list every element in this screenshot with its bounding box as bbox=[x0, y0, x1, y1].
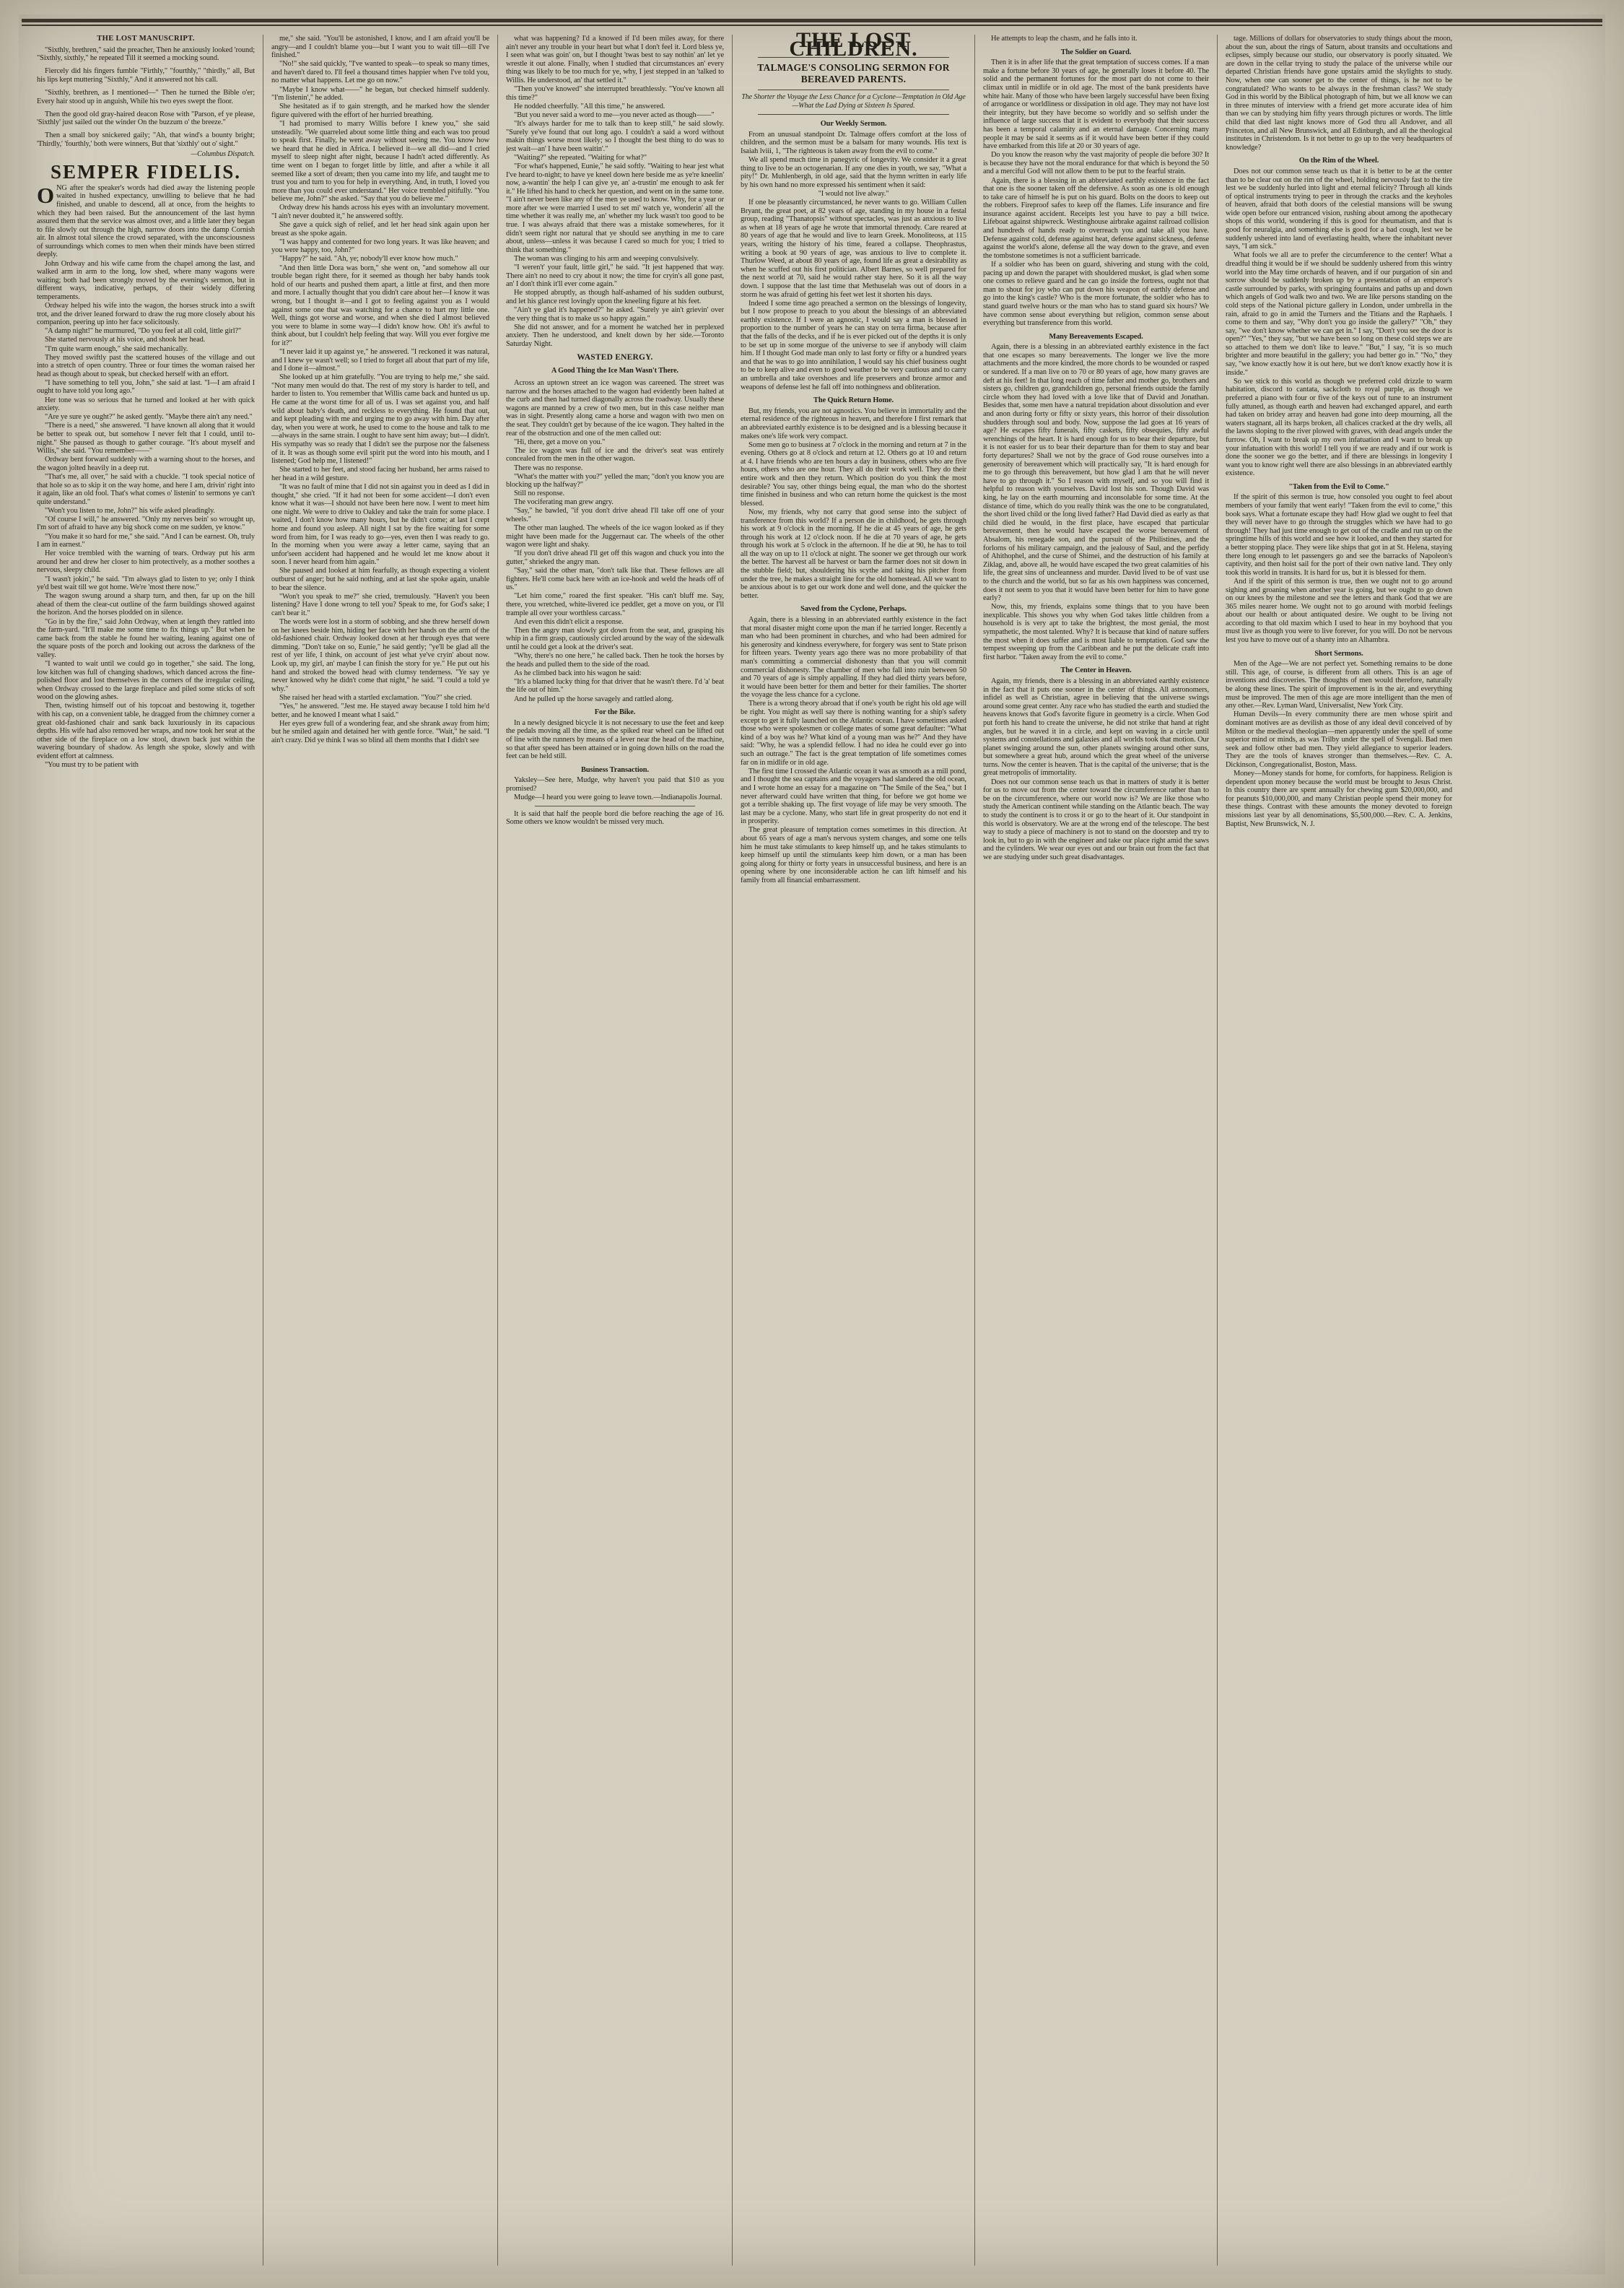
main-headline-lost-children: THE LOST CHILDREN. bbox=[789, 28, 918, 61]
story-title-semper-fidelis: SEMPER FIDELIS. bbox=[50, 161, 242, 183]
col3-para-1: what was happening? I'd a knowed if I'd been miles away, for there ain't never any trouble in your heart but what I don't feel it. Lord bless ye, I seen what was goin' on, but I thought 'twas best to say nothin' an' let ye wrestle it out alone. Finally, when I studied that circumstances an' every thing was likely to be too much for ye, why, I jest stepped in an 'talked to Willis. He understood, an' that settled it." bbox=[506, 35, 724, 84]
col3-para-4: "But you never said a word to me—you never acted as though——" bbox=[514, 110, 715, 119]
story-para-12: Ordway bent forward suddenly with a warning shout to the horses, and the wagon jolted heavily in a deep rut. bbox=[37, 456, 255, 472]
col6-para-1: tage. Millions of dollars for observatories to study things about the moon, about the sun, about the rings of Saturn, about transits and occultations and eclipses, simply because our studio, our observatory is poorly situated. We are down in the cellar trying to study the palace of the universe while our departed Christian friends have gone upstairs amid the skylights to study. Now, when one can sooner get to the center of things, is he not to be congratulated? Who wants to be always in the freshman class? We study God in this world by the Biblical photograph of him, but we all know we can in three minutes of interview with a friend get more accurate idea of him than we can by studying him fifty years through pictures or words. The little child that died last night knows more of God thru all Andover, and all Princeton, and all New Brunswick, and all Edinburgh, and all the theological institutes in Christendom. Is it not better to go up to the very headquarters of knowledge? bbox=[1226, 35, 1452, 152]
biz-para-1: Yaksley—See here, Mudge, why haven't you paid that $10 as you promised? bbox=[506, 776, 724, 793]
rim-of-wheel-headline: On the Rim of the Wheel. bbox=[1298, 157, 1379, 165]
column-6 bbox=[1218, 35, 1460, 2266]
waste-para-2: "Hi, there, get a move on you." bbox=[514, 438, 606, 446]
story-para-17: Her voice trembled with the warning of tears. Ordway put his arm around her and drew her closer to him protectively, as a mother soothes a nervous, sleepy child. bbox=[37, 549, 255, 575]
col2-para-12: She looked up at him gratefully. "You are trying to help me," she said. "Not many men would do that. The rest of my story is harder to tell, and harder to listen to. You remember that Willis came back and hunted us up. He came at the worst time for all of us. I was set against you, and half wild about baby's death, and reckless to everything. He found that out, and kept pleading with me and urging me to go away with him. Day after day, when you were at work, he used to come to the house and talk to me—always in the same strain. I ought to have sent him away; but—I didn't. His sympathy was so ready that I didn't see the purpose nor the falseness of it. It was as though some evil spirit put the word into his mouth, and I listened; God help me, I listened!" bbox=[271, 373, 489, 466]
story-para-22: Then, twisting himself out of his topcoat and bestowing it, together with his cap, on a convenient table, he dragged from the chimney corner a great old-fashioned chair and sank back luxuriously in its capacious depths. His wife had also removed her wraps, and now took her seat at the other side of the fireplace on a low stool, drawn back just within the wavering boundary of shadow. As length she spoke, slowly and with evident effort at calmness. bbox=[37, 702, 255, 760]
col5-s1-para-1: Then it is in after life that the great temptation of success comes. If a man make a fortune before 30 years of age, he generally loses it before 40. The solid and the permanent fortunes for the most part do not come to their climax until in midlife or in old age. The most of the bank presidents have white hair. Many of those who have been largely successful have been fixing of arrogance or worldliness or dissipation in old age. They may not have lost their integrity, but they have become so worldly and so selfish under the influence of large success that it is evident to everybody that their success has been a temporal calamity and an eternal damage. Concerning many people it may be said it seems as if it would have been better if they could have embarked from this life at 20 or 30 years of age. bbox=[983, 58, 1209, 151]
col2-para-8: "I was happy and contented for two long years. It was like heaven; and you were happy, too, John?" bbox=[271, 238, 489, 255]
sermon-subhead: TALMAGE'S CONSOLING SERMON FOR BEREAVED PARENTS. bbox=[757, 62, 950, 85]
biz-para-2: Mudge—I heard you were going to leave town.—Indianapolis Journal. bbox=[514, 793, 722, 801]
waste-para-7: The vociferating man grew angry. bbox=[514, 498, 614, 507]
center-in-heaven-headline: The Center in Heaven. bbox=[1060, 666, 1132, 675]
col2-para-19: "Yes," he answered. "Jest me. He stayed away because I told him he'd better, and he knowed I meant what I said." bbox=[271, 702, 489, 719]
col2-para-17: The words were lost in a storm of sobbing, and she threw herself down on her knees beside him, hiding her face with her hands on the arm of the old-fashioned chair. Ordway looked down at her through eyes that were dimming. "Don't take on so, Eunie," he said gently; "ye'll be glad all the rest of yer life, I think, on account of jest what ye've cryin' about now. Look up, my girl, an' maybe I can finish the story for ye." He put out his hand and stroked the bowed head with clumsy tenderness. "Ye say ye never knowed why he didn't come that night," he said. "I could a told ye why." bbox=[271, 617, 489, 693]
column-container bbox=[29, 28, 1597, 2266]
col4-para-5: Indeed I some time ago preached a sermon on the blessings of longevity, but I now propose to preach to you about the blessings of an abbreviated earthly existence. If I were an agnostic, I would say a man is blessed in proportion to the number of years he can stay on terra firma, because after that the falls of the decks, and if he is ever picked out of the depths it is only to be set up in some morgue of the universe to see if anybody will claim him. If I thought God made man only to last forty or fifty or a hundred years and that he was to go into annihilation, I would say his chief business ought to be to keep alive and even to good weather to be very cautious and to carry an umbrella and take overshoes and life preservers and bronze armor and weapons of defense lest he fall off into nothingness and obliteration. bbox=[741, 299, 966, 391]
story-para-1: ONG after the speaker's words had died away the listening people waited in hushed expectancy, unwilling to believe that he had finished, and unable to descend, all at once, from the heights to which they had been raised. But the announcement of the last hymn assured them that the service was almost over, and a little later they began to file slowly out through the high, narrow doors into the damp Cornish air. In almost total silence the crowd separated, with the unconsciousness of surroundings which comes to men when their minds have been stirred deeply. bbox=[37, 182, 255, 259]
top-rule-thick bbox=[22, 19, 1602, 22]
waste-para-4: There was no response. bbox=[514, 464, 583, 472]
poem-stanza-3: "Sixthly, brethren, as I mentioned—" Then he turned the Bible o'er; Every hair stood up in anguish, While his two eyes swept the floor. bbox=[37, 88, 255, 105]
sermon-deck: The Shorter the Voyage the Less Chance for a Cyclone—Temptation in Old Age—What the Lad Dying at Sixteen Is Spared. bbox=[741, 93, 966, 110]
story-para-8: "I have something to tell you, John," she said at last. "I—I am afraid I ought to have told you long ago." bbox=[37, 378, 255, 396]
story-para-23: "You must try to be patient with bbox=[45, 761, 139, 770]
col3-para-2: "Then you've knowed" she interrupted breathlessly. "You've known all this time?" bbox=[506, 85, 724, 102]
waste-para-1: Across an uptown street an ice wagon was careened. The street was narrow and the horses attached to the wagon had evidently been halted at the curb and then had turned diagonally across the roadway. Usually these wagons are manned by a crew of two men, but in this case neither man was in sight. Presently along came a horse and wagon with two men on the seat. They couldn't get by because of the ice wagon. They halted in the rear of the obstruction and one of the men called out: bbox=[506, 379, 724, 438]
col2-para-2: "No!" she said quickly, "I've wanted to speak—to speak so many times, and haven't dared to. I'll feel a thousand times happier when I've told you, no matter what happens. Let me go on now." bbox=[271, 60, 489, 85]
col5-s1-para-2: Do you know the reason why the vast majority of people die before 30? It is because they have not the moral endurance for that which is beyond the 50 and a merciful God will not allow them to be put to the fearful strain. bbox=[983, 151, 1209, 176]
saved-from-cyclone-headline: Saved from the Cyclone, Perhaps. bbox=[800, 605, 907, 614]
story-para-11: "There is a need," she answered. "I have known all along that it would be better to speak out, but somehow I never felt that I could, until to-night." She paused as though to gather courage. "It's about myself and Willis," she said. "You remember——" bbox=[37, 422, 255, 456]
col6-s1-para-3: So we stick to this world as though we preferred cold drizzle to warm habitation, discord to cantata, sackcloth to royal purple, as though we preferred a piano with four or five of the keys out of tune to an instrument fully attuned, as though earth and heaven had exchanged apparel, and earth had taken on bridey array and heaven had gone into deep mourning, all the waters stagnant, all its harps broken, all chalices cracked at the dry wells, all the lawns sloping to the river plowed with graves, with dead angels under the furrow. Oh, I want to break up my own infatuation and I want to break up your infatuation with this world! I tell you if we are ready and if our work is done the sooner we go the better, and if there are blessings in longevity I want you to know right well there are also blessings in an abbreviated earthly existence. bbox=[1226, 377, 1452, 478]
waste-para-5: "What's the matter with you?" yelled the man; "don't you know you are blocking up the halfway?" bbox=[506, 472, 724, 490]
col2-para-13: She started to her feet, and stood facing her husband, her arms raised to her head in a wild gesture. bbox=[271, 466, 489, 482]
waste-para-8: "Say," he bawled, "if you don't drive ahead I'll take off one of your wheels." bbox=[506, 507, 724, 524]
story-para-6: "I'm quite warm enough," she said mechanically. bbox=[45, 344, 188, 353]
story-para-10: "Are ye sure ye ought?" he asked gently. "Maybe there ain't any need." bbox=[45, 413, 253, 422]
col5-s3-para-1: Again, my friends, there is a blessing in an abbreviated earthly existence in the fact that it puts one sooner in the center of things. All astronomers, infidel as well as Christian, agree in believing that the universe swings around some great center. Any race who has studied the earth and studied the heavens knows that God's favorite figure in geometry is a circle. When God put forth his hand to create the universe, he did not strike that hand at right angles, but he waved it in a circle, and kept on waving in a circle until systems and constellations and galaxies and all worlds took that motion. Our planet swinging around the sun, other planets swinging around other suns, but somewhere a great hub, around which the great wheel of the universe turns. Now the center is heaven. That is the capital of the universe; that is the great metropolis of immortality. bbox=[983, 677, 1209, 778]
waste-para-14: Then the angry man slowly got down from the seat, and, grasping his whip in a firm grasp, cautiously circled around by the way of the sidewalk until he could get a look at the driver's seat. bbox=[506, 626, 724, 651]
col3-para-10: He stopped abruptly, as though half-ashamed of his sudden outburst, and let his glance rest lovingly upon the kneeling figure at his feet. bbox=[506, 289, 724, 305]
waste-para-17: "It's a blamed lucky thing for that driver that he wasn't there. I'd 'a' beat the life out of him." bbox=[506, 677, 724, 695]
col6-s2-para-1: If the spirit of this sermon is true, how consoled you ought to feel about members of your family that went early! "Taken from the evil to come," this book says. What a fortunate escape they had! How glad we ought to feel that they will never have to go through the struggles which we have had to go through! They had just time enough to get out of the cradle and run up on the springtime hills of this world and see how it looked, and then they started for a better stopping place. They were like ships that got in at St. Helena, staying there long enough to let passengers go and see the barracks of Napoleon's captivity, and then hoist sail for the port of their own native land. They only took this world in transits. It is hard for us, but it is blessed for them. bbox=[1226, 493, 1452, 577]
col2-para-11: "I never laid it up against ye," he answered. "I reckoned it was natural, and I knew ye wasn't well; so I tried to forget all about that part of my life, and I done it—almost." bbox=[271, 347, 489, 373]
col2-para-4: She hesitated as if to gain strength, and he marked how the slender figure quivered with the effort of her hurried breathing. bbox=[271, 103, 489, 119]
waste-para-18: And he pulled up the horse savagely and rattled along. bbox=[514, 695, 673, 703]
col1-headline: THE LOST MANUSCRIPT. bbox=[97, 35, 195, 43]
poem-stanza-5: Then a small boy snickered gaily; "Ah, that wind's a bounty bright; 'Thirdly,' 'fourthly,' both were winners, But that 'sixthly' out o' sight." bbox=[37, 131, 255, 148]
taken-from-evil-headline: "Taken from the Evil to Come." bbox=[1288, 482, 1389, 491]
story-para-16: "You make it so hard for me," she said. "And I can be earnest. Oh, truly I am in earnest." bbox=[37, 532, 255, 549]
waste-para-6: Still no response. bbox=[514, 490, 565, 498]
col4-s2-para-2: Some men go to business at 7 o'clock in the morning and return at 7 in the evening. Others go at 8 o'clock and return at 12. Others go at 10 and return at 4. I have friends who are ten hours a day in business, others who are five hours, others who are one hour. They all do their work well. They do their entire work and then they return. Which position do you think the most desirable? You say, other things being equal, the man who do the shortest time finished in business and who can return home the quickest is the most blessed. bbox=[741, 440, 966, 508]
col3-para-7: "For what's happened, Eunie," he said softly. "Waiting to hear jest what I've heard to-night; to have ye kneel down here beside me as ye're kneelin' now, a-wantin' the help I can give ye, an' a-trustin' me enough to ask fer it." He lifted his hand to check her question, and went on in the same tone. "I ain't never been like any of the men ye used to know. Why, for a year or more after we were married I used to set mi' watch ye, wonderin' all the time whether it was really me, an' whether my luck wasn't too good to be true. I was always afraid that there was a mistake somewheres, for it didn't seem right nor natural that ye should see anything in me to care about, unless—unless it was because I cared so much for you; I tried to think that something." bbox=[506, 162, 724, 254]
col3-para-12: She did not answer, and for a moment he watched her in perplexed anxiety. Then he understood, and knelt down by her side.—Toronto Saturday Night. bbox=[506, 323, 724, 348]
col6-s1-para-1: Does not our common sense teach us that it is better to be at the center than to be clear out on the rim of the wheel, holding nervously fast to the tire lest we be suddenly hurled into light and eternal felicity? Through all kinds of optical instruments trying to peer in through the cracks and the keyholes of heaven, afraid that both doors of the celestial mansions will be swung wide open before our entranced vision, rushing about among the apothecary shops of this world, wondering if this is good for rheumatism, and that is good for neuralgia, and something else is good for a bad cough, lest we be suddenly ushered into land of everlasting health, where the inhabitant never says, "I am sick." bbox=[1226, 167, 1452, 251]
col2-para-3: "Maybe I know what——" he began, but checked himself suddenly. "I'm listenin'," he added. bbox=[271, 85, 489, 103]
story-para-5: She started nervously at his voice, and shook her head. bbox=[45, 336, 206, 344]
story-para-7: They moved swiftly past the scattered houses of the village and out into a stretch of open country. Three or four times the woman raised her head as though about to speak, but checked herself with an effort. bbox=[37, 353, 255, 378]
poem-stanza-4: Then the good old gray-haired deacon Rose with "Parson, ef ye please, 'Sixthly' just sailed out the winder On the buzzum o' the breeze." bbox=[37, 110, 255, 127]
col4-para-1: From an unusual standpoint Dr. Talmage offers comfort at the loss of children, and the sermon must be a balsam for many wounds. His text is Isaiah lviii, 1, "The righteous is taken away from the evil to come." bbox=[741, 130, 966, 155]
col6-s3-para-3: Money—Money stands for home, for comforts, for happiness. Religion is dependent upon money because the world must be brought to Jesus Christ. In this country there are spent annually for chewing gum $20,000,000, and for peanuts $10,000,000, and many Christian people spend their money for these things. Contrast with these amounts the money devoted to foreign missions last year by all denominations, $5,500,000.—Rev. C. A. Jenkins, Baptist, New Brunswick, N. J. bbox=[1226, 769, 1452, 828]
waste-para-16: As he climbed back into his wagon he said: bbox=[514, 669, 642, 677]
col4-s3-para-1: Again, there is a blessing in an abbreviated earthly existence in the fact that moral disaster might come upon the man if he tarried longer. Recently a man who had been prominent in churches, and who had been admired for his generosity and kindness everywhere, for forgery was sent to State prison for fifteen years. Twenty years ago there was no more probability of that man's committing a commercial dishonesty than that you will commit commercial dishonesty. The chamber of men who fall into ruin between 50 and 70 years of age is simply appalling. If they had died thirty years before, it would have been better for them and better for their families. The shorter the voyage the less chance for a cyclone. bbox=[741, 616, 966, 700]
top-rule-thin bbox=[22, 25, 1602, 26]
short-sermons-headline: Short Sermons. bbox=[1314, 649, 1363, 658]
col2-para-1: me," she said. "You'll be astonished, I know, and I am afraid you'll be angry—and I couldn't blame you—but I want you to wait till—till I've finished." bbox=[271, 35, 489, 60]
wasted-energy-subhead: A Good Thing the Ice Man Wasn't There. bbox=[551, 367, 679, 375]
story-para-19: The wagon swung around a sharp turn, and then, far up on the hill ahead of them the clear-cut outline of the farm buildings showed against the horizon. And the horses plodded on in silence. bbox=[37, 592, 255, 617]
col4-s3-para-3: The first time I crossed the Atlantic ocean it was as smooth as a mill pond, and I thought the sea captains and the voyagers had slandered the old ocean, and I wrote home an essay for a magazine on "The Smile of the Sea," but I never afterward could have written that thing, for before we got home we got a terrible shaking up. The first voyage of life may be very smooth. The last may be a cyclone. Many, who start life in great prosperity do not end it in prosperity. bbox=[741, 767, 966, 826]
col4-para-4: If one be pleasantly circumstanced, he never wants to go. William Cullen Bryant, the great poet, at 82 years of age, standing in my house in a festal group, reading "Thanatopsis" without spectacles, was just as anxious to live as when at 18 years of age he wrote that immortal threnody. Care reared at 80 years of age that he would and live to learn Greek. Monoliteoss, at 115 years, writing the history of his time, feared a collapse. Theophrastus, writing a book at 90 years of age, was anxious to live to complete it. Thurlow Weed, at about 80 years of age, found life as great a desirability as when he scuffed out his first politician. Albert Barnes, so well prepared for the next world at 70, said he would rather stay here. So it is all the way down. I suppose that the last time that Methuselah was out of doors in a storm he was afraid of getting his feet wet lest it shorten his days. bbox=[741, 199, 966, 299]
col2-para-5: "I had promised to marry Willis before I knew you," she said unsteadily. "We quarreled about some little thing and each was too proud to speak first. Finally, he went away without seeing me. You know how we heard that he died in Africa. I believed it—we all did—and I cried myself to sleep night after night, because I hadn't acted differently. As time went on I began to forget little by little, and after a while it all seemed like a sort of dream; then you came into my life, and taught me to trust you and turn to you for help in everything. And, in truth, I loved you more than you could ever understand." Her voice trembled pitifully. "You believe me, John?" she asked. "Say that you do believe me." bbox=[271, 119, 489, 204]
wasted-energy-headline: WASTED ENERGY. bbox=[577, 353, 653, 362]
col5-s2-para-1: Again, there is a blessing in an abbreviated earthly existence in the fact that one escapes so many bereavements. The longer we live the more attachments and the more kindred, the more chords to be wounded or rasped or sundered. If a man live on to 70 or 80 years of age, how many graves are deft at his feet! In that long reach of time father and mother go, brothers and sisters go, children go, grandchildren go, personal friends outside the family circle whom they had loved with a love like that of David and Jonathan. Besides that, some men have a natural trepidation about dissolution and ever and anon during forty or fifty or sixty years, this horror of their dissolution shudders through soul and body. Now, suppose the lad goes at 16 years of age? He escapes fifty funerals, fifty caskets, fifty obsequies, fifty awful wrenchings of the heart. It is hard enough for us to bear their departure, but it is not easier for us to bear their departure than for them to stay and bear forty departures? Shall we not by the grace of God rouse ourselves into a generosity of bereavement which will practically say, "It is hard enough for me to go through this bereavement, but how glad I am that he will never have to go through it." So I reason with myself, and so you will find it helpful to reason with yourselves. David lost his son. Though David was king, he lay on the earth mourning and inconsolable for some time. At the distance of time, which do you really think was the one to be congratulated, the short lived child or the long lived father? Had David died as early as that child died he would, in the first place, have escaped that particular bereavement, then he would have escaped the worse bereavement of Absalom, his renegade son, and the pursuit of the Philistines, and the forlorns of his military campaign, and the jealousy of Saul, and the perfidy of Ahithophel, and the curse of Shimei, and the destruction of his family at Ziklag, and, above all, he would have escaped the two great calamities of his life, the great sins of uncleanness and murder. David lived to be of vast use to the church and the world, but so far as his own happiness was concerned, does it not seem to you that it would have been better for him to have gone early? bbox=[983, 343, 1209, 603]
story-para-4: "A damp night!" he murmured, "Do you feel at all cold, little girl?" bbox=[45, 327, 242, 336]
biz-para-3: It is said that half the people bord die before reaching the age of 16. Some others we know wouldn't be missed very much. bbox=[506, 809, 724, 827]
waste-para-12: "Let him come," roared the first speaker. "His can't bluff me. Say, there, you wretched, white-livered ice peddler, get a move on you, or I'll trample all over your worthless carcass." bbox=[506, 592, 724, 617]
col4-s2-para-1: But, my friends, you are not agnostics. You believe in immortality and the eternal residence of the righteous in heaven, and therefore I first remark that an abbreviated earthly existence is to be designed and is a blessing because it makes one's life work very compact. bbox=[741, 406, 966, 440]
for-the-bike-headline: For the Bike. bbox=[594, 708, 636, 717]
story-para-21: "I wanted to wait until we could go in together," she said. The long, low kitchen was full of changing shadows, which danced across the fine-polished floor and lost themselves in the corners of the irregular ceiling, when Ordway crossed to the large fireplace and piled some sticks of soft wood on the glowing ashes. bbox=[37, 659, 255, 702]
story-para-13: "That's me, all over," he said with a chuckle. "I took special notice of that hole so as to skip it on the way home, and here I am, drivin' right into it again, like an old fool. That's what comes o' listenin' to sermons ye can't quite understand." bbox=[37, 472, 255, 506]
waste-para-9: The other man laughed. The wheels of the ice wagon looked as if they might have been made for the Juggernaut car. The wheels of the other wagon were light and shaky. bbox=[506, 524, 724, 549]
poem-credit: —Columbus Dispatch. bbox=[191, 149, 255, 158]
col3-para-9: "I weren't' your fault, little girl," he said. "It jest happened that way. There ain't no need to cry about it now; the time for cryin's all gone past, an' I don't think it'll ever come again." bbox=[506, 264, 724, 289]
column-2 bbox=[263, 35, 498, 2266]
col4-para-2: We all spend much time in panegyric of longevity. We consider it a great thing to live to be an octogenarian. If any one dies in youth, we say, "What a pity!" Dr. Muhlenbergh, in old age, said that the hymn written in early life by his own hand no more expressed his sentiment when it said: bbox=[741, 156, 966, 189]
col2-para-14: "It was no fault of mine that I did not sin against you in deed as I did in thought," she cried. "If it had not been for some accident—I don't even know what it was—I should not have been here now. I went to meet him one night. We were to drive to Oakley and take the train for some place. I waited, I don't know how many hours, but he didn't come; at last I crept home and found you asleep. All night I sat by the fire waiting for some word from him, for I was ready to go—yes, even then I was ready to go. In the morning when you were away a letter came, saying that an unfor'seen accident had happened and he would let me know about it soon. I never heard from him again." bbox=[271, 482, 489, 567]
col6-s3-para-2: Human Devils—In every community there are men whose spirit and dominant motives are as devilish as those of any ideal devil conceived of by Milton or the medieval theologian—men apparently under the spell of some superior mind or minds, as was Trilby under the spell of Svengali. Bad men seek and follow other bad men. They yield allegiance to superior leaders. They are the tools of knaves stronger than themselves.—Rev. C. A. Dickinson, Congregationalist, Boston, Mass. bbox=[1226, 710, 1452, 769]
col2-para-7: She gave a quick sigh of relief, and let her head sink again upon her breast as she spoke again. bbox=[271, 221, 489, 238]
business-transaction-headline: Business Transaction. bbox=[581, 765, 649, 774]
column-3 bbox=[498, 35, 733, 2266]
waste-para-13: And even this didn't elicit a response. bbox=[514, 617, 624, 626]
col3-para-3: He nodded cheerfully. "All this time," he answered. bbox=[514, 102, 665, 110]
col6-s1-para-2: What fools we all are to prefer the circumference to the center! What a dreadful thing it would be if we should be suddenly ushered from this wintry world into the May time orchards of heaven, and if our purgation of sin and sorrow should be suddenly broken up by a presentation of an emperor's castle surrounded by parks, with springing fountains and paths up and down which angels of God walk two and two. We are like persons standing on the cold steps of the National picture gallery in London, under umbrella in the rain, afraid to go in amid the Turners and the Titians and the Raphaels. I come to them and say, "Why don't you go inside the gallery?" "Oh," they say, "we don't know whether we can get in." I say, "Don't you see the door is open?" "Yes," they say, "but we have been so long on these cold steps we are so attached to them we don't like to leave." "But," I say, "it is so much brighter and more beautiful in the gallery; you had better go in." "No," they say, "we know exactly how it is out here, but we don't know exactly how it is inside." bbox=[1226, 251, 1452, 377]
col2-para-10: "And then little Dora was born," she went on, "and somehow all our trouble began right there, for it seemed as though her baby hands took hold of our hearts and pushed them apart, a little at first, and then more and more. I actually thought that you didn't care about her—I know it was wrong, but I thought it—and I got to feeling against you as I would against some one that was watching for a chance to hurt my little one. Well, things got worse and worse, and when she died I almost believed you were to blame in some way—I didn't know how. Oh! it's awful to think about, but I couldn't help feeling that way. Will you ever forgive me for it?" bbox=[271, 264, 489, 347]
col5-s1-para-4: If a soldier who has been on guard, shivering and stung with the cold, pacing up and down the parapet with shouldered musket, is glad when some one comes to relieve guard and he can go inside the fortress, ought not that man to shout for joy who can put down his weapon of earthly defense and go into the king's castle? Who is the more fortunate, the soldier who has to stand guard twelve hours or the man who has to stand guard six hours? We have common sense about everything but religion, common sense about everything but transference from this world. bbox=[983, 260, 1209, 328]
waste-para-11: "Say," said the other man, "don't talk like that. These fellows are all fighters. He'll come back here with an ice-hook and weld the heads off of us." bbox=[506, 567, 724, 592]
col4-s3-para-4: The great pleasure of temptation comes sometimes in this direction. At about 65 years of age a man's nervous system changes, and some one tells him he must take stimulants to keep himself up, and he takes stimulants to keep himself up until the stimulants keep him down, or a man has been going along for thirty or forty years in unsuccessful business, and here is an opening where by one inconsiderable action he can lift himself and his family from all financial embarrassment. bbox=[741, 826, 966, 884]
col6-s3-para-1: Men of the Age—We are not perfect yet. Something remains to be done still. This age, of course, is different from all others. This is an age of inventions and discoveries. The thoughts of men would therefore, naturally be along these lines. The spirit of improvement is in the air, and everything must be improved. The men of this age are more intelligent than the men of any other.—Rev. Lyman Ward, Universalist, New York City. bbox=[1226, 660, 1452, 710]
col4-s2-para-3: Now, my friends, why not carry that good sense into the subject of transference from this world? If a person die in childhood, he gets through his work at 9 o'clock in the morning. If he die at 45 years of age, he gets through his work at 12 o'clock noon. If he die at 70 years of age, he gets through his work at 5 o'clock in the afternoon. If he die at 90, he has to toil all the way on up to 11 o'clock at night. The sooner we get through our work the better. The harvest all be harvest or barn the farmer does not sit down in the stubble field; but, shouldering his scythe and taking his pitcher from under the tree, he makes a straight line for the old homestead. All we want to be anxious about is to get our work done and well done, and the quicker the better. bbox=[741, 508, 966, 600]
col2-para-15: She paused and looked at him fearfully, as though expecting a violent outburst of anger; but he said nothing, and at last she spoke again, unable to bear the silence. bbox=[271, 567, 489, 592]
hymn-line: "I would not live alway." bbox=[818, 189, 889, 198]
col2-para-16: "Won't you speak to me?" she cried, tremulously. "Haven't you been listening? Have I done wrong to tell you? Speak to me, for God's sake; I can't bear it." bbox=[271, 592, 489, 617]
col3-para-6: "Waiting?" she repeated. "Waiting for what?" bbox=[514, 153, 647, 162]
col3-para-5: "It's always harder for me to talk than to keep still," he said slowly. "Surely ye've found that out long ago. I couldn't a said a word without makin things worse most likely; so I thought the best thing to do was to jest wait—an' I have been waitin'." bbox=[506, 119, 724, 153]
bereavements-escaped-headline: Many Bereavements Escaped. bbox=[1049, 332, 1143, 341]
waste-para-10: "If you don't drive ahead I'll get off this wagon and chuck you into the gutter," shrieked the angry man. bbox=[506, 549, 724, 567]
waste-para-15: "Why, there's no one here," he called back. Then he took the horses by the heads and pulled them to the side of the road. bbox=[506, 652, 724, 669]
column-5 bbox=[975, 35, 1218, 2266]
col2-para-6: Ordway drew his hands across his eyes with an involuntary movement. "I ain't never doubted it," he answered softly. bbox=[271, 204, 489, 220]
story-para-20: "Go in by the fire," said John Ordway, when at length they rattled into the farm-yard. "It'll make me some time to fix things up." But when he came back from the stable he found her waiting, leaning against one of the square posts of the porch and looking out across the darkness of the valley. bbox=[37, 617, 255, 659]
story-para-3: Ordway helped his wife into the wagon, the horses struck into a swift trot, and the driver leaned forward to draw the rug more closely about his companion, peering up into her face solicitously. bbox=[37, 302, 255, 327]
poem-stanza-2: Fiercely did his fingers fumble "Firthly," "fourthly," "thirdly," all, But his lips kept muttering "Sixthly," And it answered not his call. bbox=[37, 67, 255, 84]
col2-para-18: She raised her head with a startled exclamation. "You?" she cried. bbox=[279, 693, 472, 702]
weekly-sermon-label: Our Weekly Sermon. bbox=[820, 120, 887, 129]
story-para-2: John Ordway and his wife came from the chapel among the last, and walked arm in arm to the long, low shed, where many wagons were waiting; both had been strongly moved by the evening's sermon, but in different ways, indicative, perhaps, of their widely differing temperaments. bbox=[37, 259, 255, 301]
soldier-on-guard-headline: The Soldier on Guard. bbox=[1060, 48, 1132, 56]
story-para-14: "Won't you listen to me, John?" his wife asked pleadingly. bbox=[45, 506, 215, 515]
column-1 bbox=[29, 35, 263, 2266]
col5-s3-para-2: Does not our common sense teach us that in matters of study it is better for us to move out from the center toward the circumference rather than to be on the circumference, where our world now is? We are like those who study the American continent while standing on the Atlantic beach. The way to study the continent is to cross it or go to the heart of it. Our standpoint in this world is observatory. We are at the wrong end of the telescope. The best way to study a piece of machinery is not to stand on the doorstep and try to look in, but to go in with the engineer and take our place right amid the saws and the cylinders. We wear our eyes out and our brain out from the fact that we are studying under such great disadvantages. bbox=[983, 778, 1209, 861]
col5-para-1: He attempts to leap the chasm, and he falls into it. bbox=[991, 35, 1138, 43]
col3-para-8: The woman was clinging to his arm and weeping convulsively. bbox=[514, 254, 699, 263]
col2-para-9: "Happy?" he said. "Ah, ye; nobody'll ever know how much." bbox=[279, 255, 458, 264]
story-para-18: "I wasn't jokin'," he said. "I'm always glad to listen to ye; only I think ye'd best wait till we got home. We're 'most there now." bbox=[37, 575, 255, 592]
col5-s1-para-3: Again, there is a blessing in an abbreviated earthly existence in the fact that one is the sooner taken off the defensive. As soon as one is old enough to take care of himself he is put on his guard. Bolts on the doors to keep out the robbers. Fireproof safes to keep off the flames. Life insurance and fire insurance against accident. Receipts lest you have to pay a bill twice. Lifeboat against shipwreck. Westinghouse airbrake against railroad collision and hundreds of hands ready to overreach you and take all you have. Defense against cold, defense against heat, defense against sickness, defense against the world's alone, defense all the way down to the grave, and even the tombstone sometimes is not a sufficient barricade. bbox=[983, 176, 1209, 260]
col4-s3-para-2: There is a wrong theory abroad that if one's youth be right his old age will be right. You might as well say there is nothing wanting for a ship's safety except to get it fully launched on the Atlantic ocean. I have sometimes asked those who were spokesmen or college mates of some great defaulter: "What kind of a boy was he? What kind of a young man was he?" And they have said: "Why, he was a splendid fellow. I had no idea he could ever go into such an outrage." The fact is the great temptation of life sometimes comes far on in midlife or in old age. bbox=[741, 700, 966, 767]
story-para-9: Her tone was so serious that he turned and looked at her with quick anxiety. bbox=[37, 396, 255, 413]
col5-s2-para-2: Now, this, my friends, explains some things that to you have been inexplicable. This shows you why when God takes little children from a household is is very apt to take the brightest, the most genial, the most sympathetic, the most talented. Why? It is because that kind of nature suffers the most when it does suffer and is most liable to temptation. God saw the tempest sweeping up from the Caribbean and he put the delicate craft into first harbor. "Taken away from the evil to come." bbox=[983, 603, 1209, 661]
col3-para-11: "Ain't ye glad it's happened?" he asked. "Surely ye ain't grievin' over the very thing that is to make us so happy again." bbox=[506, 306, 724, 323]
story-para-15: "Of course I will," he answered. "Only my nerves bein' so wrought up, I'm sort of afraid to have any big shock come on me sudden, ye know." bbox=[37, 515, 255, 532]
column-4 bbox=[733, 28, 975, 2266]
col6-s2-para-2: And if the spirit of this sermon is true, then we ought not to go around sighing and groaning when another year is going, but we ought to go down on our knees by the milestone and see the letters and thank God that we are 365 miles nearer home. We ought not to go around with morbid feelings about our health or about antiquated desire. We ought to be living not according to that old maxim which I used to hear in my boyhood that you must live as though you were to live forever, for you will. Do not be nervous lest you have to move out of a shanty into an Alhambra. bbox=[1226, 577, 1452, 645]
quick-return-home-headline: The Quick Return Home. bbox=[813, 396, 894, 405]
col2-para-20: Her eyes grew full of a wondering fear, and she shrank away from him; but he smiled again and detained her with gentle force. "Wait," he said. "I ain't crazy. Did ye think I was so blind all them months that I didn't see bbox=[271, 719, 489, 744]
deck-rule bbox=[758, 114, 949, 115]
waste-para-3: The ice wagon was full of ice and the driver's seat was entirely concealed from the men in the other wagon. bbox=[506, 446, 724, 464]
poem-stanza-1: "Sixthly, brethren," said the preacher, Then he anxiously looked 'round; "Sixthly, sixthly," he repeated Till it seemed a mocking sound. bbox=[37, 45, 255, 63]
bike-para-1: In a newly designed bicycle it is not necessary to use the feet and keep the pedals moving all the time, as the spiked rear wheel can be lifted out of line with the runners by means of a lever near the head of the machine, so that after speed has been attained or in going down hills on the road the feet can be held still. bbox=[506, 718, 724, 761]
